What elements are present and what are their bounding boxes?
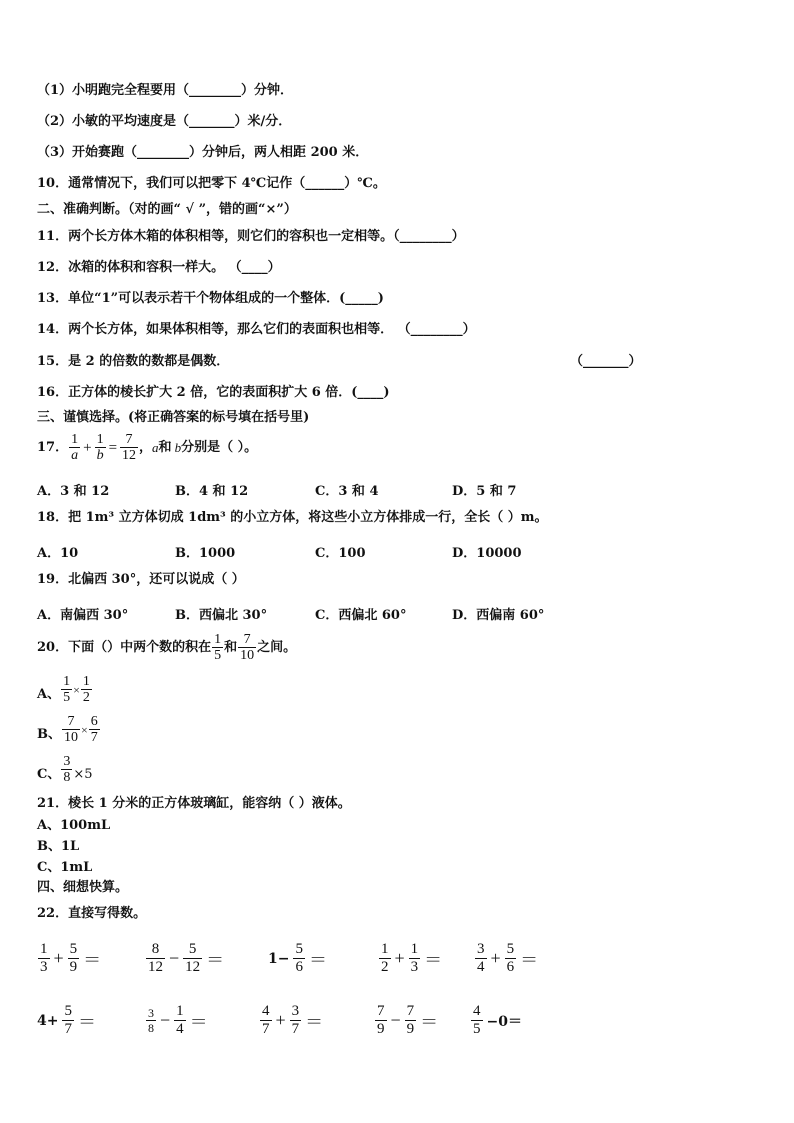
calc-item: $\frac{4}{7}$ + $\frac{3}{7}$ ＝ <box>262 1003 324 1037</box>
question-12: 12．冰箱的体积和容积一样大。 （____） <box>37 260 281 275</box>
question-16: 16．正方体的棱长扩大 2 倍，它的表面积扩大 6 倍．(____) <box>37 385 390 400</box>
q20-option-a: A、 $\frac{1}{5}$ × $\frac{1}{2}$ <box>37 674 90 705</box>
q20-option-b: B、 $\frac{7}{10}$ × $\frac{6}{7}$ <box>37 714 98 745</box>
section-2-heading: 二、准确判断。（对的画“ √ ”，错的画“×”） <box>37 202 297 217</box>
plus-sign: + <box>83 439 92 456</box>
calc-item: 4+ $\frac{5}{7}$ ＝ <box>37 1003 96 1037</box>
sub-question-2: （2）小敏的平均速度是（_______）米/分． <box>37 114 292 129</box>
q18-option-b: B．1000 <box>175 546 236 561</box>
q21-option-c: C、1mL <box>37 860 93 875</box>
fraction: $\frac{7}{10}$ <box>240 632 255 663</box>
q18-option-a: A．10 <box>37 546 79 561</box>
fraction: $\frac{1}{a}$ <box>71 432 79 463</box>
calc-item: $\frac{4}{5}$ −0＝ <box>473 1003 522 1037</box>
calc-item: $\frac{8}{12}$ − $\frac{5}{12}$ ＝ <box>148 941 225 975</box>
variable-a: a <box>152 439 159 455</box>
q20-option-c: C、 $\frac{3}{8}$ ×5 <box>37 754 93 785</box>
fraction: $\frac{1}{2}$ <box>82 674 90 705</box>
question-13: 13．单位“1”可以表示若干个物体组成的一个整体．(_____) <box>37 291 384 306</box>
equals-sign: = <box>108 439 118 456</box>
q18-option-d: D．10000 <box>452 546 522 561</box>
section-4-heading: 四、细想快算。 <box>37 880 129 895</box>
question-17: 17． $\frac{1}{a}$ + $\frac{1}{b}$ = $\frac{7}{12}$ ， a 和 b 分别是（ ）。 <box>37 432 258 463</box>
q19-option-b: B．西偏北 30° <box>175 608 268 623</box>
calc-item: 1− $\frac{5}{6}$ ＝ <box>268 941 327 975</box>
fraction: $\frac{7}{10}$ <box>64 714 78 745</box>
calc-item: $\frac{1}{3}$ + $\frac{5}{9}$ ＝ <box>40 941 102 975</box>
fraction: $\frac{1}{5}$ <box>214 632 222 663</box>
fraction: $\frac{1}{b}$ <box>96 432 104 463</box>
sub-question-1: （1）小明跑完全程要用（________）分钟． <box>37 83 294 98</box>
calc-item: $\frac{1}{2}$ + $\frac{1}{3}$ ＝ <box>381 941 443 975</box>
question-15: 15．是 2 的倍数的数都是偶数． <box>37 354 230 369</box>
question-22: 22．直接写得数。 <box>37 906 147 921</box>
fraction: $\frac{6}{7}$ <box>90 714 98 745</box>
q19-option-a: A．南偏西 30° <box>37 608 129 623</box>
q19-option-d: D．西偏南 60° <box>452 608 545 623</box>
calc-item: $\frac{7}{9}$ − $\frac{7}{9}$ ＝ <box>377 1003 439 1037</box>
question-11: 11．两个长方体木箱的体积相等，则它们的容积也一定相等。（________） <box>37 229 465 244</box>
q21-option-b: B、1L <box>37 839 80 854</box>
variable-b: b <box>174 439 182 455</box>
fraction: $\frac{1}{5}$ <box>63 674 71 705</box>
calc-item: $\frac{3}{4}$ + $\frac{5}{6}$ ＝ <box>477 941 539 975</box>
question-10: 10．通常情况下，我们可以把零下 4℃记作（______）℃。 <box>37 176 386 191</box>
section-3-heading: 三、谨慎选择。(将正确答案的标号填在括号里) <box>37 410 310 425</box>
q17-option-b: B．4 和 12 <box>175 484 249 499</box>
q17-option-a: A．3 和 12 <box>37 484 110 499</box>
question-21: 21．棱长 1 分米的正方体玻璃缸，能容纳（ ）液体。 <box>37 796 351 811</box>
q18-option-c: C．100 <box>315 546 366 561</box>
q19-option-c: C．西偏北 60° <box>315 608 407 623</box>
q21-option-a: A、100mL <box>37 818 111 833</box>
fraction: $\frac{3}{8}$ <box>63 754 71 785</box>
q17-option-c: C．3 和 4 <box>315 484 379 499</box>
q17-option-d: D．5 和 7 <box>452 484 517 499</box>
question-17-number: 17． <box>37 439 69 455</box>
fraction: $\frac{7}{12}$ <box>122 432 137 463</box>
calc-item: $\frac{3}{8}$ − $\frac{1}{4}$ ＝ <box>148 1003 208 1037</box>
question-15-blank: （_______） <box>570 354 642 369</box>
sub-question-3: （3）开始赛跑（________）分钟后，两人相距 200 米． <box>37 145 369 160</box>
question-14: 14．两个长方体，如果体积相等，那么它们的表面积也相等． （________） <box>37 322 476 337</box>
question-18: 18．把 1m³ 立方体切成 1dm³ 的小立方体，将这些小立方体排成一行，全长（ ）m。 <box>37 510 548 525</box>
question-20: 20．下面（）中两个数的积在 $\frac{1}{5}$ 和 $\frac{7}{10}$ 之间。 <box>37 632 297 663</box>
question-19: 19．北偏西 30°，还可以说成（ ） <box>37 572 245 587</box>
